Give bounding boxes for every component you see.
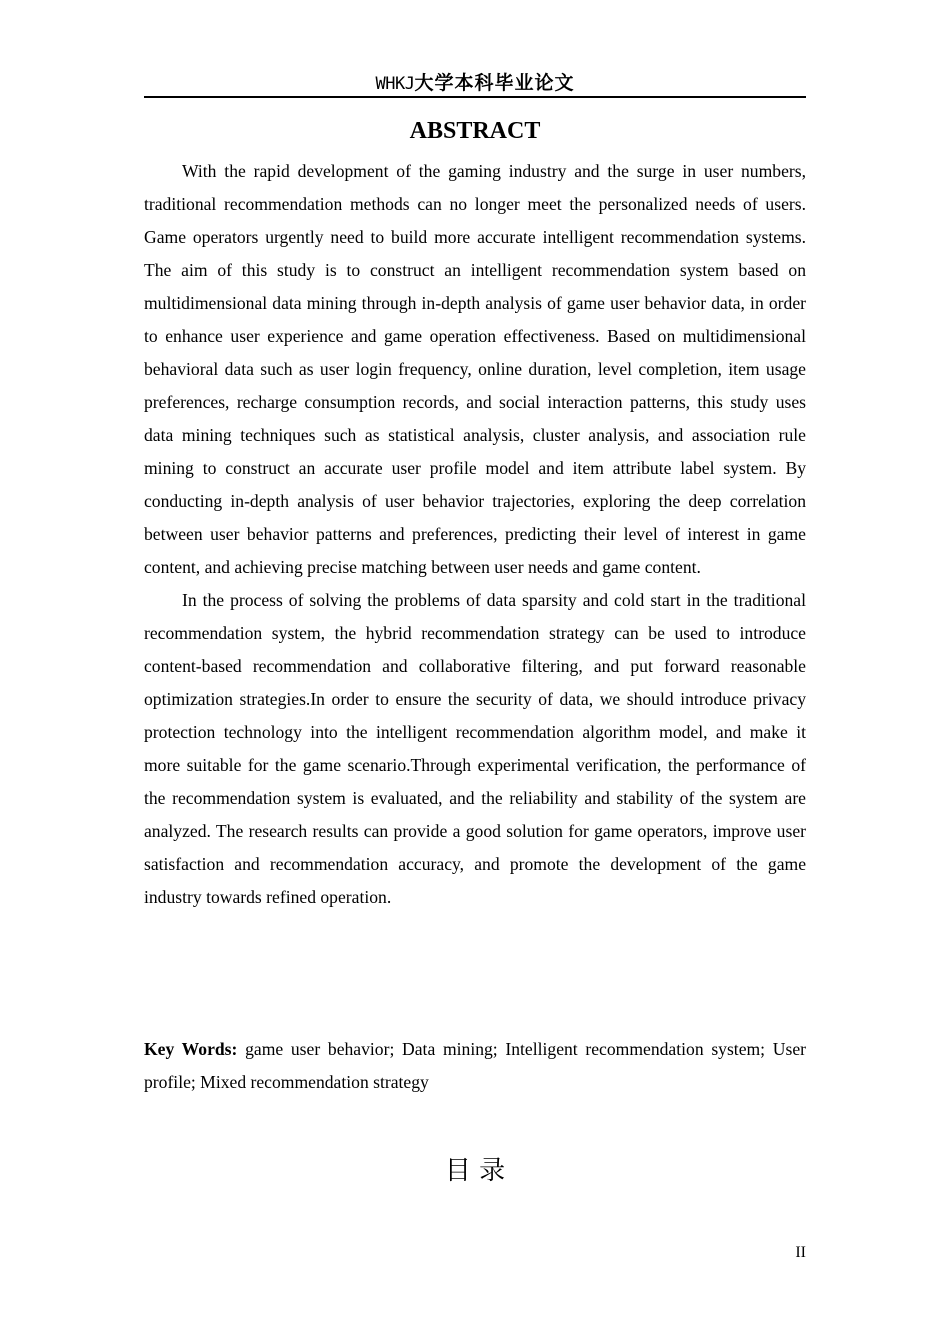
toc-title: 目 录: [444, 1156, 506, 1186]
abstract-paragraph-1: With the rapid development of the gaming industry and the surge in user numbers, traditional recommendation methods can no longer meet the personalized needs of users. Game operators urgently need to build more accurate intelligent recommendation systems. The aim of this study is to construct an intelligent recommendation system based on multidimensional data mining through in-depth analysis of game user behavior data, in order to enhance user experience and game operation effectiveness. Based on multidimensional behavioral data such as user login frequency, online duration, level completion, item usage preferences, recharge consumption records, and social interaction patterns, this study uses data mining techniques such as statistical analysis, cluster analysis, and association rule mining to construct an accurate user profile model and item attribute label system. By conducting in-depth analysis of user behavior trajectories, exploring the deep correlation between user behavior patterns and preferences, predicting their level of interest in game content, and achieving precise matching between user needs and game content.: [144, 161, 806, 577]
abstract-body: [144, 155, 806, 914]
abstract-paragraph-2: In the process of solving the problems of data sparsity and cold start in the traditional recommendation system, the hybrid recommendation strategy can be used to introduce content-based recommendation and collaborative filtering, and put forward reasonable optimization strategies.In order to ensure the security of data, we should introduce privacy protection technology into the intelligent recommendation algorithm model, and make it more suitable for the game scenario.Through experimental verification, the performance of the recommendation system is evaluated, and the reliability and stability of the system are analyzed. The research results can provide a good solution for game operators, improve user satisfaction and recommendation accuracy, and promote the development of the game industry towards refined operation.: [144, 590, 806, 907]
keywords: [144, 1033, 806, 1099]
header-rule: [144, 96, 806, 98]
header-thesis-label: 大学本科毕业论文: [414, 72, 575, 94]
header-institution-code: WHKJ: [375, 74, 415, 94]
keywords-text: game user behavior; Data mining; Intelligent recommendation system; User profile; Mixed recommendation strategy: [144, 1039, 806, 1092]
running-header: [144, 70, 806, 97]
page-number: II: [795, 1244, 806, 1261]
keywords-label: Key Words:: [144, 1039, 238, 1059]
abstract-title: ABSTRACT: [409, 118, 541, 144]
